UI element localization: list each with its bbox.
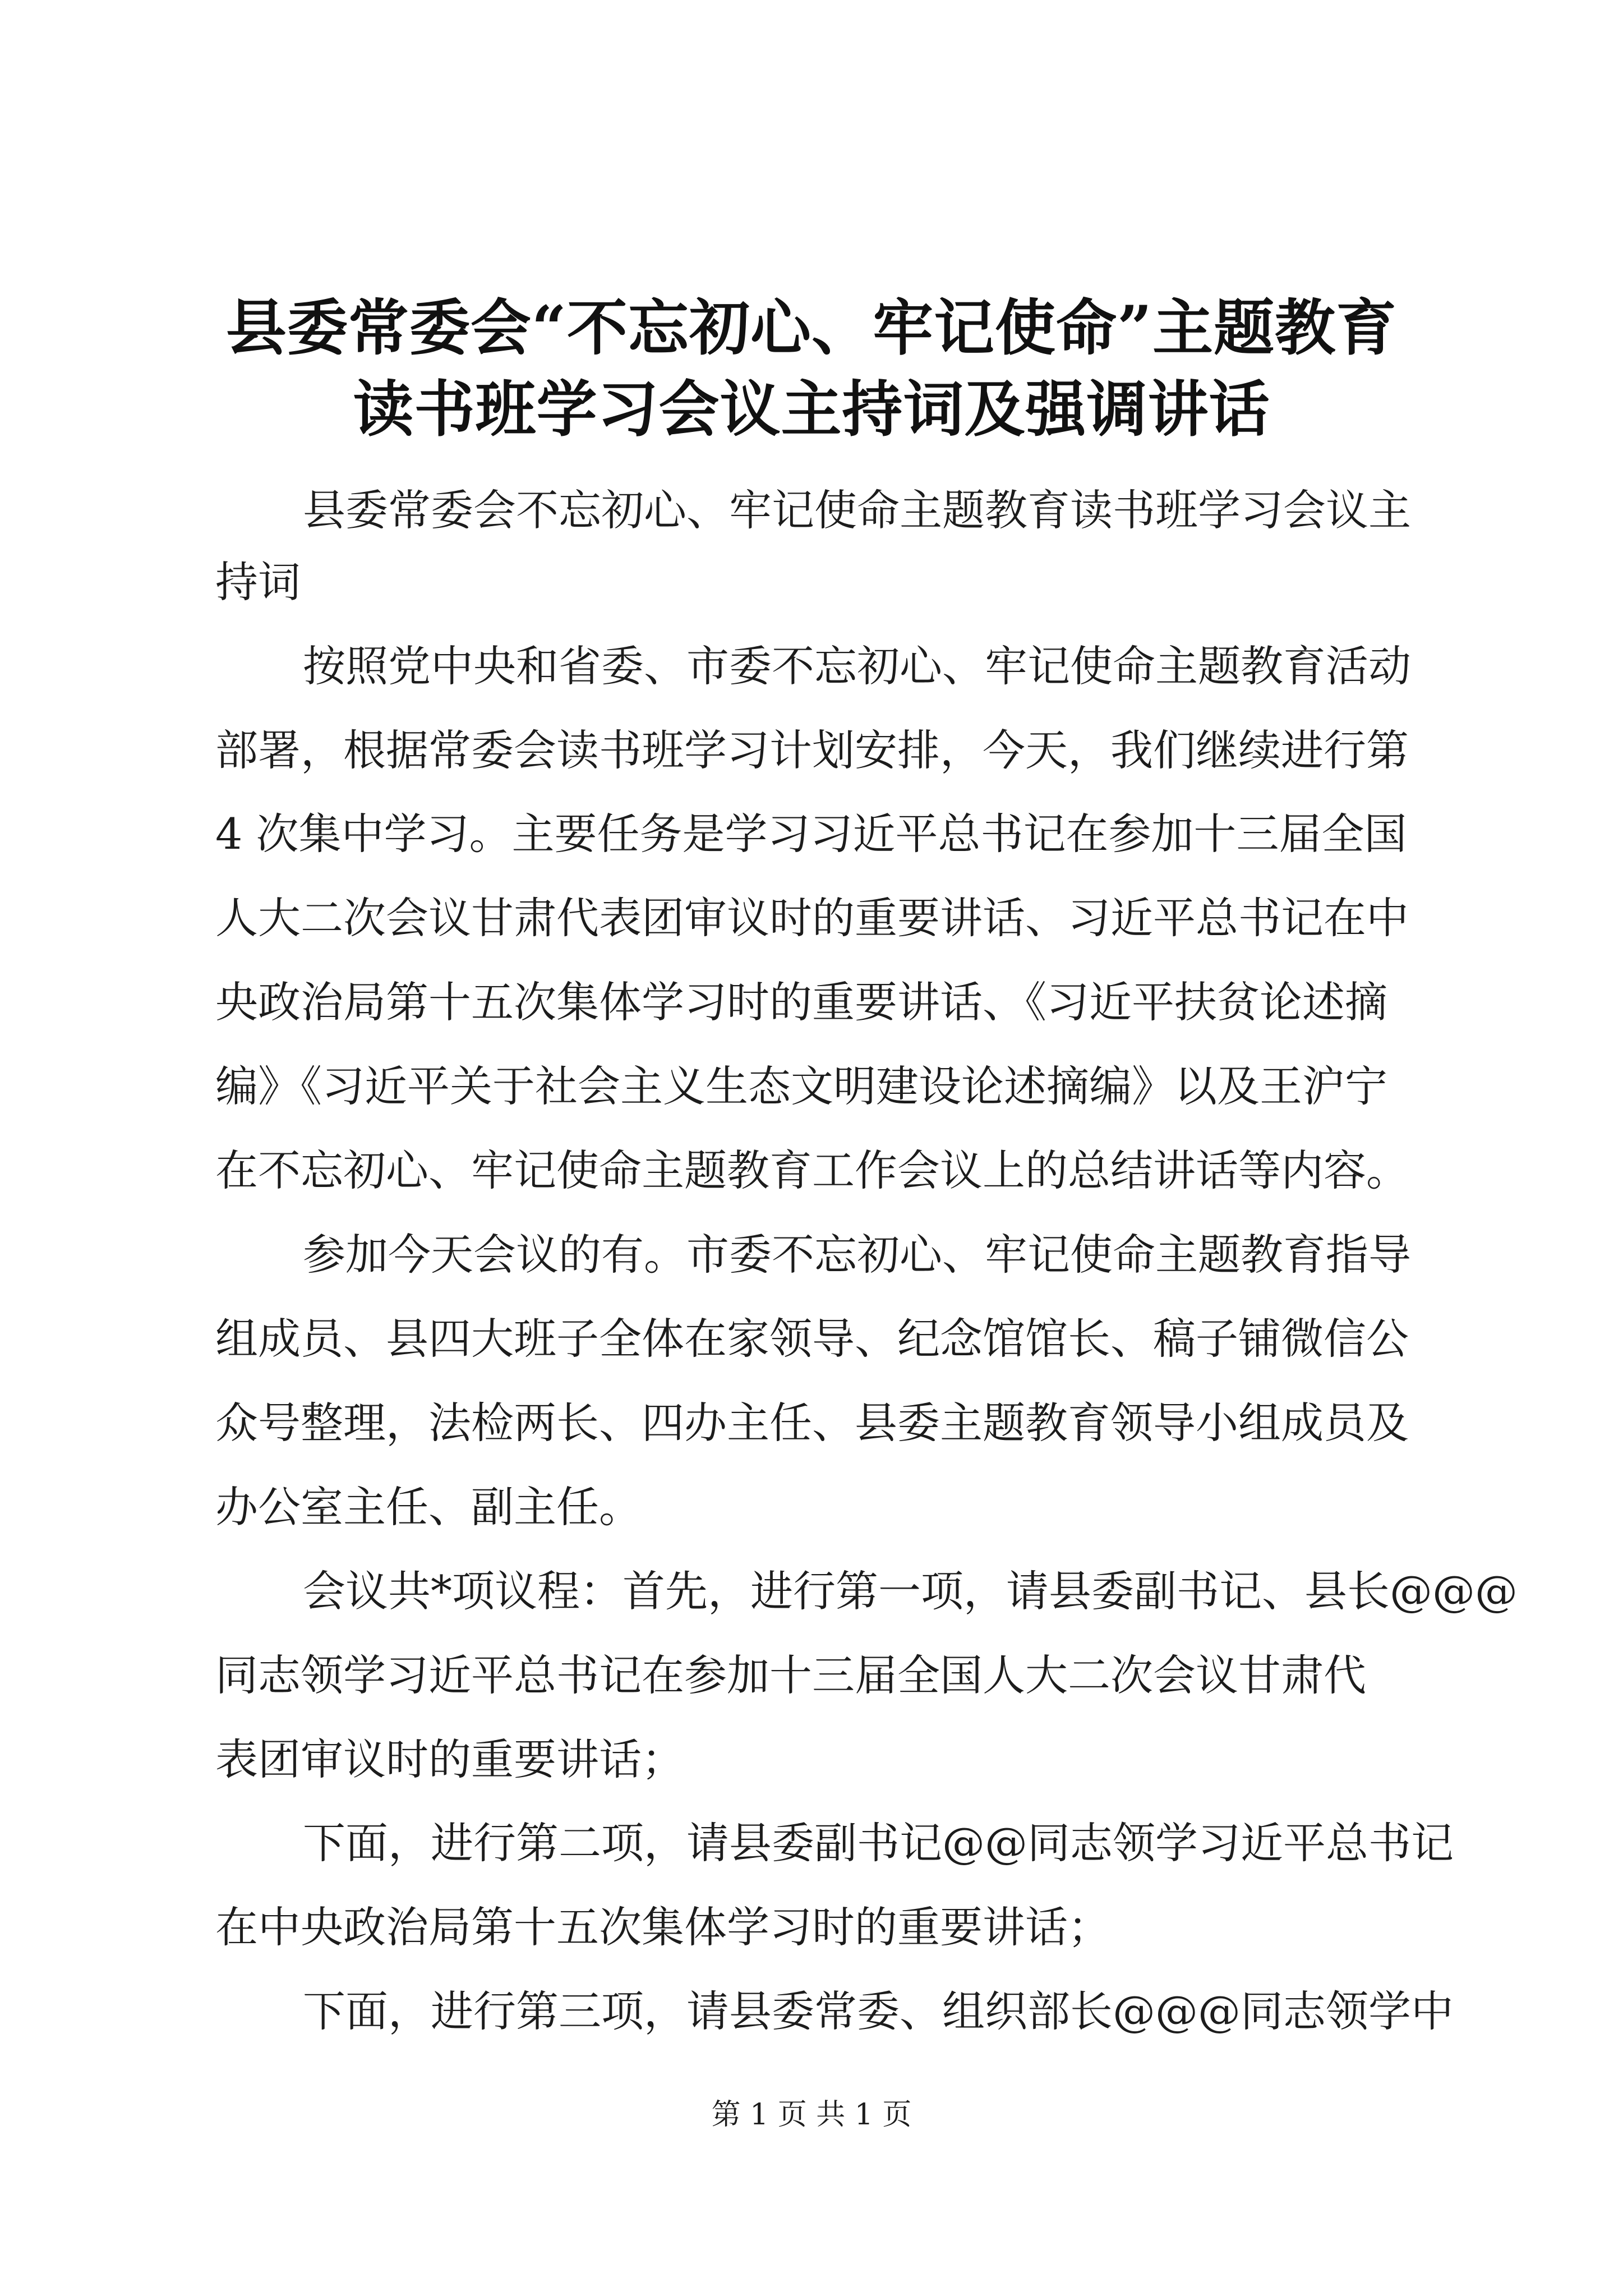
body-line-18: 在中央政治局第十五次集体学习时的重要讲话； (215, 1902, 1110, 1952)
document-title-line-1: 县委常委会“不忘初心、牢记使命”主题教育 (225, 293, 1398, 364)
body-line-3: 按照党中央和省委、市委不忘初心、牢记使命主题教育活动 (303, 641, 1411, 691)
body-line-12: 众号整理，法检两长、四办主任、县委主题教育领导小组成员及 (215, 1398, 1409, 1448)
body-line-13: 办公室主任、副主任。 (215, 1482, 642, 1532)
body-line-6: 人大二次会议甘肃代表团审议时的重要讲话、习近平总书记在中 (215, 893, 1409, 943)
body-line-7: 央政治局第十五次集体学习时的重要讲话、《习近平扶贫论述摘 (215, 977, 1387, 1027)
body-line-5: 4 次集中学习。主要任务是学习习近平总书记在参加十三届全国 (215, 809, 1407, 859)
body-line-16: 表团审议时的重要讲话； (215, 1734, 684, 1784)
page-footer: 第 1 页 共 1 页 (711, 2098, 912, 2132)
body-line-14: 会议共*项议程：首先，进行第一项，请县委副书记、县长@@@ (303, 1566, 1518, 1616)
body-line-17: 下面，进行第二项，请县委副书记@@同志领学习近平总书记 (303, 1818, 1454, 1868)
body-line-11: 组成员、县四大班子全体在家领导、纪念馆馆长、稿子铺微信公 (215, 1314, 1409, 1364)
body-line-10: 参加今天会议的有。市委不忘初心、牢记使命主题教育指导 (303, 1230, 1411, 1280)
body-line-19: 下面，进行第三项，请县委常委、组织部长@@@同志领学中 (303, 1986, 1454, 2036)
body-line-8: 编》《习近平关于社会主义生态文明建设论述摘编》以及王沪宁 (215, 1061, 1387, 1111)
body-line-1: 县委常委会不忘初心、牢记使命主题教育读书班学习会议主 (303, 485, 1411, 535)
body-line-4: 部署，根据常委会读书班学习计划安排，今天，我们继续进行第 (215, 725, 1409, 775)
body-line-15: 同志领学习近平总书记在参加十三届全国人大二次会议甘肃代 (215, 1650, 1366, 1700)
body-line-2: 持词 (215, 557, 301, 607)
document-title-line-2: 读书班学习会议主持词及强调讲话 (353, 374, 1270, 445)
body-line-9: 在不忘初心、牢记使命主题教育工作会议上的总结讲话等内容。 (215, 1145, 1409, 1195)
